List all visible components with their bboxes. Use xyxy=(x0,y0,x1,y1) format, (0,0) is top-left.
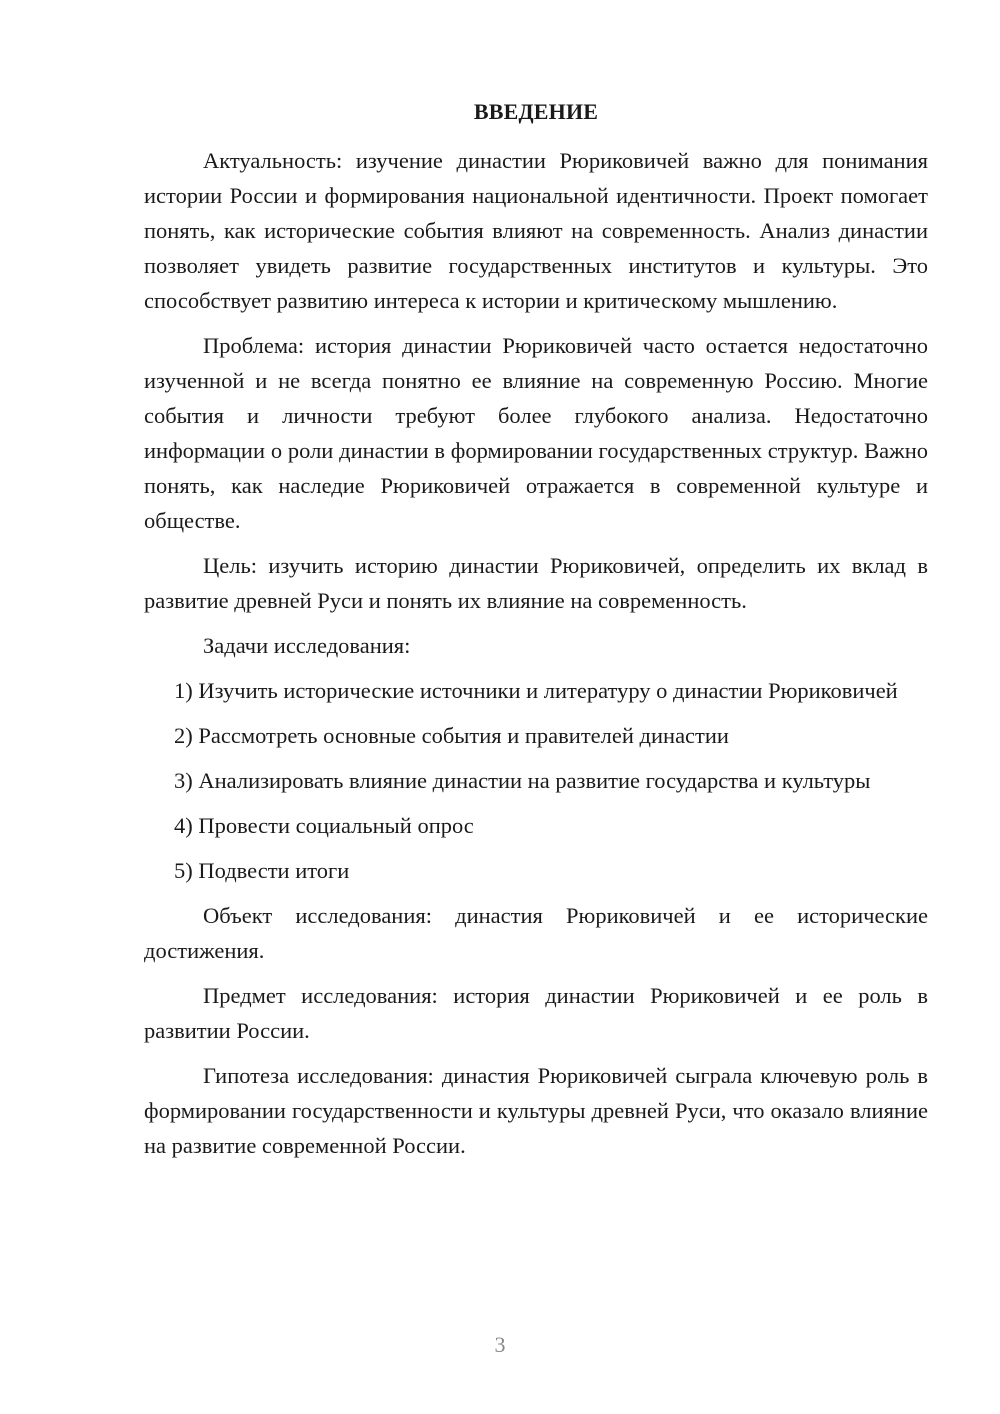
task-item: 5) Подвести итоги xyxy=(174,858,350,883)
page-number: 3 xyxy=(494,1332,506,1357)
tasks-title: Задачи исследования: xyxy=(203,633,411,658)
actuality-paragraph: Актуальность: изучение династии Рюриковичей важно для понимания истории России и формирования национальной идентичности. Проект помогает понять, как исторические события влияют на современность. Анализ династии позволяет увидеть развитие государственных институтов и культуры. Это способствует развитию интереса к истории и критическому мышлению. xyxy=(144,148,928,313)
task-item: 3) Анализировать влияние династии на развитие государства и культуры xyxy=(174,768,871,793)
problem-paragraph: Проблема: история династии Рюриковичей часто остается недостаточно изученной и не всегда понятно ее влияние на современную Россию. Многие события и личности требуют более глубокого анализа. Недостаточно информации о роли династии в формировании государственных структур. Важно понять, как наследие Рюриковичей отражается в современной культуре и обществе. xyxy=(144,333,928,533)
section-heading: ВВЕДЕНИЕ xyxy=(473,99,599,124)
subject-paragraph: Предмет исследования: история династии Рюриковичей и ее роль в развитии России. xyxy=(144,983,928,1043)
hypothesis-paragraph: Гипотеза исследования: династия Рюриковичей сыграла ключевую роль в формировании государственности и культуры древней Руси, что оказало влияние на развитие современной России. xyxy=(144,1063,928,1158)
task-item: 1) Изучить исторические источники и литературу о династии Рюриковичей xyxy=(174,678,898,703)
page-content xyxy=(144,94,928,1173)
tasks-list xyxy=(144,673,928,888)
task-item: 2) Рассмотреть основные события и правителей династии xyxy=(174,723,729,748)
task-item: 4) Провести социальный опрос xyxy=(174,813,474,838)
object-paragraph: Объект исследования: династия Рюриковичей и ее исторические достижения. xyxy=(144,903,928,963)
goal-paragraph: Цель: изучить историю династии Рюриковичей, определить их вклад в развитие древней Руси и понять их влияние на современность. xyxy=(144,553,928,613)
